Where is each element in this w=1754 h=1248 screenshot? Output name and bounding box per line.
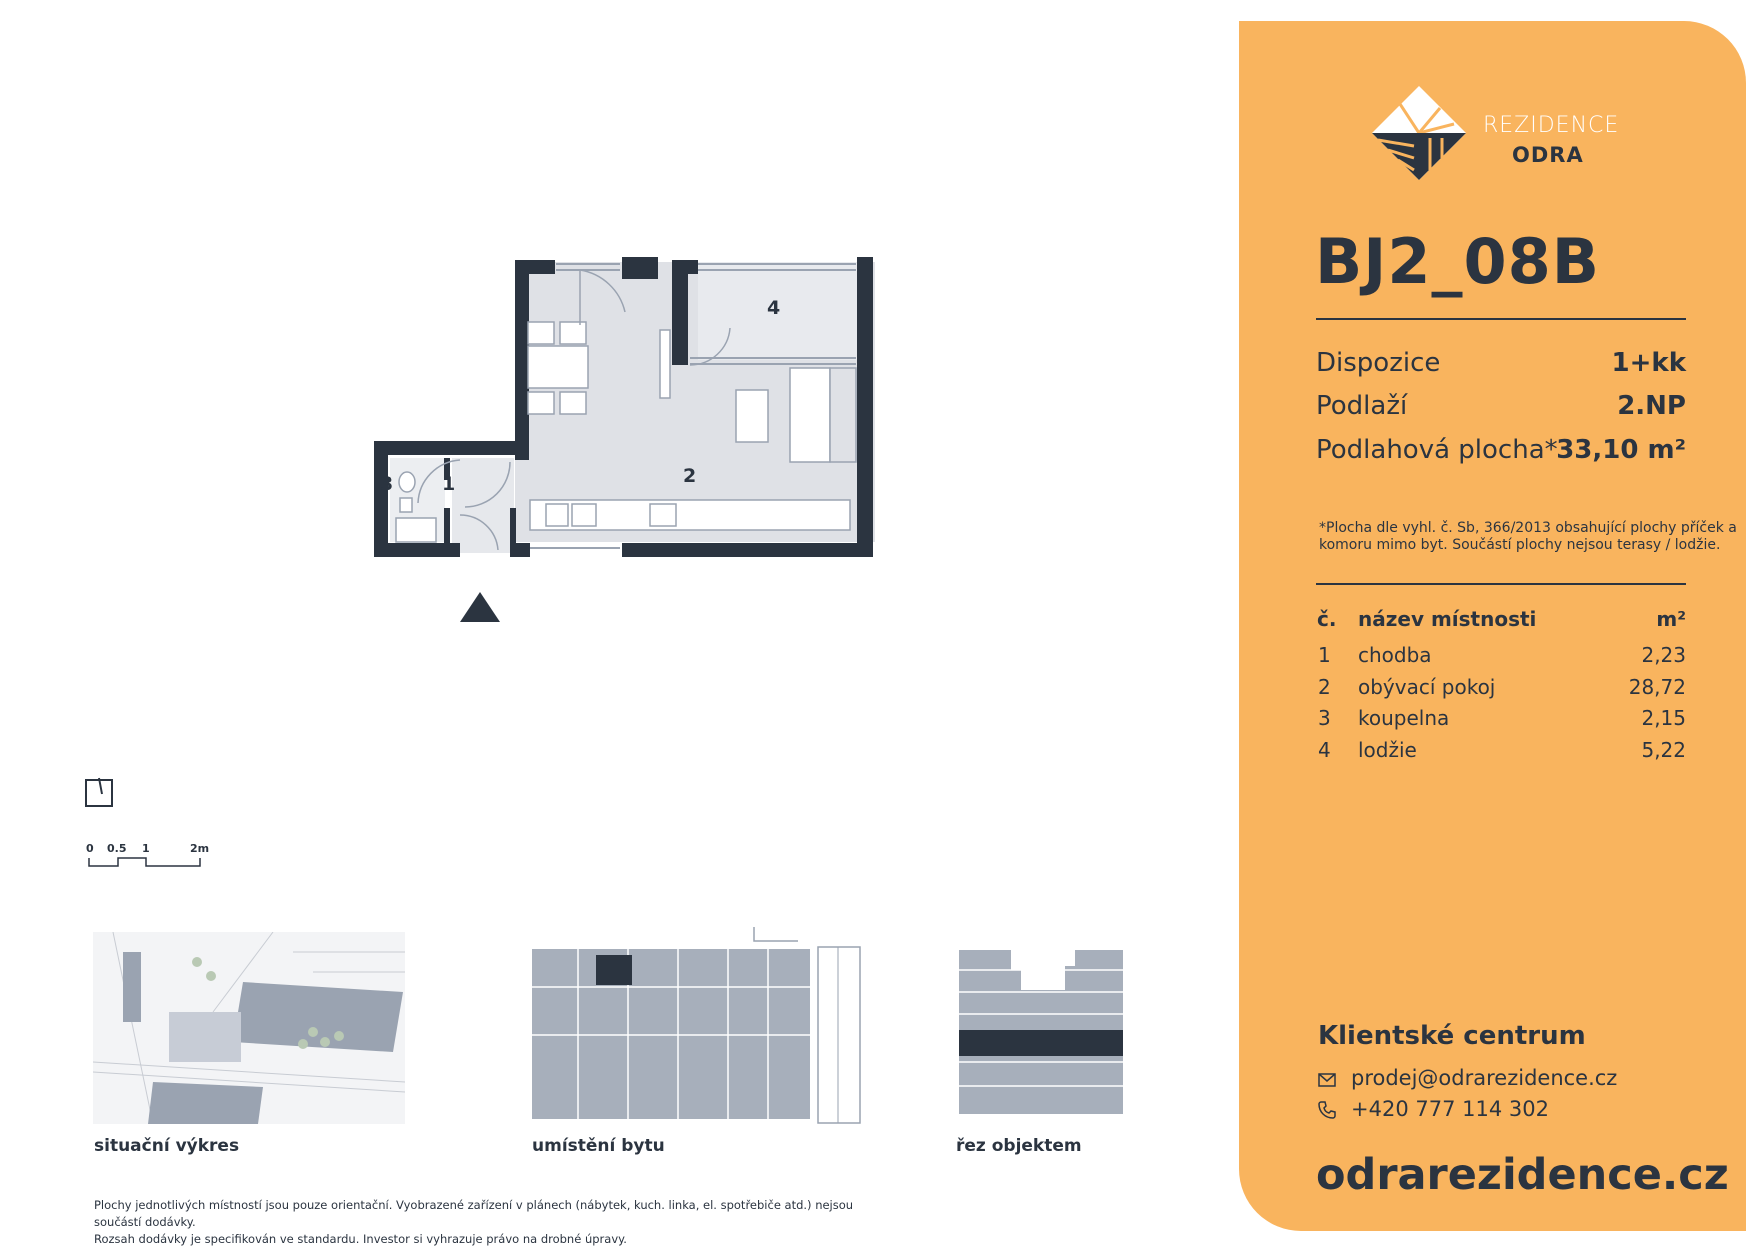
property-value-dispozice: 1+kk — [1611, 348, 1686, 378]
rezidence-odra-logo — [1370, 84, 1468, 182]
scale-bar — [88, 856, 208, 872]
unit-location-thumbnail — [528, 927, 868, 1127]
scale-label-1: 1 — [142, 842, 150, 855]
brand-name-bottom: ODRA — [1512, 143, 1584, 167]
table-cell-name: koupelna — [1358, 706, 1450, 730]
table-cell-num: 2 — [1318, 675, 1331, 699]
scale-label-05: 0.5 — [107, 842, 127, 855]
divider-top — [1316, 318, 1686, 320]
table-header-num: č. — [1317, 607, 1337, 631]
thumbnail-caption-location: umístění bytu — [532, 1136, 665, 1156]
site-plan-thumbnail — [93, 932, 405, 1124]
table-cell-num: 3 — [1318, 706, 1331, 730]
room-label-2: 2 — [683, 465, 697, 487]
contact-email[interactable]: prodej@odrarezidence.cz — [1351, 1066, 1618, 1090]
floor-plan — [360, 250, 890, 630]
section-thumbnail — [955, 948, 1125, 1118]
website-link[interactable]: odrarezidence.cz — [1316, 1150, 1729, 1200]
floor-loggia — [698, 262, 870, 360]
room-label-1: 1 — [442, 473, 456, 495]
contact-title: Klientské centrum — [1318, 1021, 1586, 1051]
table-cell-area: 2,15 — [1641, 706, 1686, 730]
entrance-arrow-icon — [460, 592, 500, 622]
room-label-3: 3 — [380, 473, 394, 495]
thumbnail-caption-site: situační výkres — [94, 1136, 240, 1156]
thumbnail-caption-section: řez objektem — [956, 1136, 1082, 1156]
room-label-4: 4 — [767, 297, 781, 319]
table-cell-name: obývací pokoj — [1358, 675, 1496, 699]
table-cell-num: 1 — [1318, 643, 1331, 667]
envelope-icon — [1318, 1073, 1336, 1087]
floor-hall — [452, 458, 514, 553]
table-cell-num: 4 — [1318, 738, 1331, 762]
property-label-podlazi: Podlaží — [1316, 391, 1408, 421]
scale-label-2m: 2m — [190, 842, 210, 855]
property-label-plocha: Podlahová plocha* — [1316, 435, 1558, 465]
disclaimer-line-2: Rozsah dodávky je specifikován ve standardu. Investor si vyhrazuje právo na drobné úpravy. — [94, 1232, 627, 1246]
disclaimer-line-1: Plochy jednotlivých místností jsou pouze orientační. Vyobrazené zařízení v plánech (nábytek, kuch. linka, el. spotřebiče atd.) nejsou součástí dodávky. — [94, 1198, 854, 1229]
brand-name-top: REZIDENCE — [1483, 113, 1620, 138]
table-cell-area: 28,72 — [1628, 675, 1686, 699]
property-label-dispozice: Dispozice — [1316, 348, 1441, 378]
table-cell-area: 5,22 — [1641, 738, 1686, 762]
area-footnote: *Plocha dle vyhl. č. Sb, 366/2013 obsahující plochy příček a komoru mimo byt. Součástí plochy nejsou terasy / lodžie. — [1319, 520, 1737, 553]
table-header-name: název místnosti — [1358, 607, 1537, 631]
phone-icon — [1318, 1101, 1336, 1119]
table-cell-name: chodba — [1358, 643, 1432, 667]
disclaimer — [94, 1197, 894, 1248]
property-value-podlazi: 2.NP — [1617, 391, 1686, 421]
table-header-area: m² — [1656, 607, 1686, 631]
table-cell-name: lodžie — [1358, 738, 1417, 762]
contact-phone[interactable]: +420 777 114 302 — [1351, 1097, 1549, 1121]
divider-table — [1316, 583, 1686, 585]
table-cell-area: 2,23 — [1641, 643, 1686, 667]
unit-code: BJ2_08B — [1315, 225, 1601, 298]
scale-label-0: 0 — [86, 842, 94, 855]
property-value-plocha: 33,10 m² — [1556, 435, 1686, 465]
north-icon — [84, 776, 116, 808]
